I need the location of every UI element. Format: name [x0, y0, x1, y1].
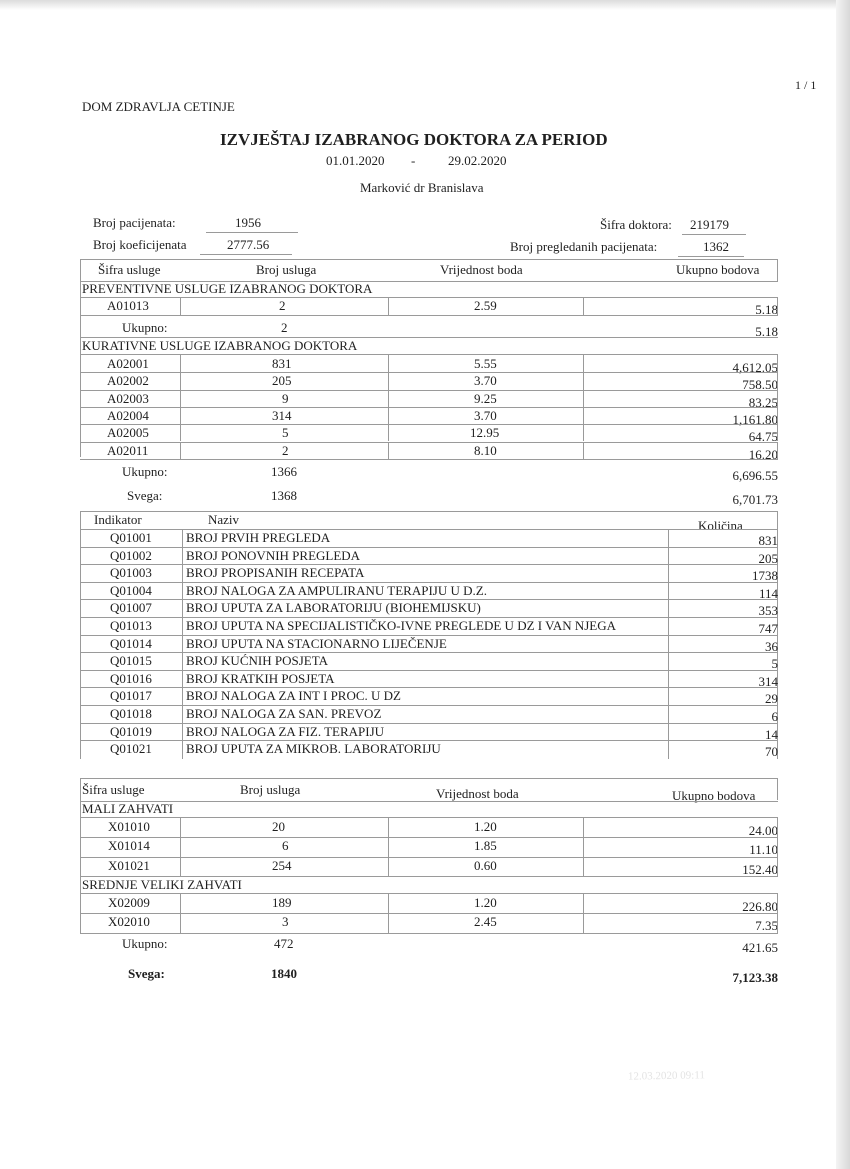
row-count: 5 — [282, 425, 289, 441]
row-count: 831 — [272, 356, 292, 371]
indicator-code: Q01004 — [110, 582, 152, 598]
subtotal-count: 2 — [281, 320, 288, 335]
row-count: 189 — [272, 895, 292, 910]
header-point-value: Vrijednost boda — [436, 786, 519, 801]
indicator-name: BROJ UPUTA ZA MIKROB. LABORATORIJU — [186, 741, 441, 757]
row-point-value: 0.60 — [474, 857, 497, 873]
row-total: 64.75 — [748, 429, 778, 445]
report-title: IZVJEŠTAJ IZABRANOG DOKTORA ZA PERIOD — [220, 130, 608, 149]
grand-total-2 — [0, 966, 850, 984]
header-total-points: Ukupno bodova — [672, 788, 756, 803]
subtotal-total: 421.65 — [742, 940, 778, 955]
subtotal-total: 5.18 — [755, 324, 778, 339]
indicator-name: BROJ NALOGA ZA SAN. PREVOZ — [186, 706, 382, 721]
row-point-value: 2.59 — [474, 298, 497, 313]
indicator-quantity: 205 — [758, 550, 778, 566]
table-row — [0, 391, 850, 409]
row-count: 2 — [282, 442, 289, 458]
row-total: 4,612.05 — [732, 360, 778, 375]
row-code: X01010 — [108, 819, 150, 834]
indicator-code: Q01003 — [110, 565, 152, 581]
row-code: A02011 — [107, 442, 149, 458]
row-total: 24.00 — [748, 823, 778, 838]
table-row — [0, 914, 850, 932]
row-total: 7.35 — [755, 918, 778, 934]
indicator-quantity: 114 — [758, 585, 778, 601]
doctor-name: Marković dr Branislava — [360, 180, 484, 195]
doctor-code-value: 219179 — [690, 217, 729, 232]
table-row — [0, 443, 850, 461]
table-row — [0, 373, 850, 391]
header-point-value: Vrijednost boda — [440, 262, 523, 277]
table-row — [0, 838, 850, 856]
indicator-quantity: 14 — [765, 726, 778, 742]
indicator-code: Q01013 — [110, 618, 152, 633]
row-code: X01014 — [108, 838, 150, 854]
header-total-points: Ukupno bodova — [676, 262, 760, 277]
scan-top-shadow — [0, 0, 850, 10]
doctor-code-label: Šifra doktora: — [600, 217, 672, 232]
indicator-code: Q01018 — [110, 706, 152, 721]
table-row — [0, 425, 850, 443]
period-from: 01.01.2020 — [326, 153, 385, 168]
row-point-value: 3.70 — [474, 373, 497, 389]
indicator-code: Q01019 — [110, 723, 152, 739]
indicator-row — [0, 618, 850, 636]
period-to: 29.02.2020 — [448, 153, 507, 168]
patients-value: 1956 — [235, 215, 261, 230]
institution-name: DOM ZDRAVLJA CETINJE — [82, 99, 235, 114]
header-name: Naziv — [208, 512, 240, 527]
row-total: 1,161.80 — [732, 411, 778, 427]
procedures-header — [0, 782, 850, 803]
row-total: 5.18 — [755, 302, 778, 317]
row-total: 16.20 — [748, 446, 778, 462]
indicator-row — [0, 583, 850, 601]
preventive-title: PREVENTIVNE USLUGE IZABRANOG DOKTORA — [82, 281, 373, 296]
indicator-row — [0, 653, 850, 671]
header-count: Broj usluga — [240, 782, 301, 797]
row-point-value: 8.10 — [474, 442, 497, 458]
medium-procedures-title: SREDNJE VELIKI ZAHVATI — [82, 877, 242, 892]
examined-value: 1362 — [703, 239, 729, 254]
row-code: X02009 — [108, 895, 150, 910]
indicator-code: Q01021 — [110, 741, 152, 757]
indicator-quantity: 70 — [765, 744, 778, 760]
curative-subtotal — [0, 464, 850, 482]
patients-label: Broj pacijenata: — [93, 215, 176, 230]
row-count: 6 — [282, 838, 289, 854]
table-row — [0, 298, 850, 316]
indicator-code: Q01016 — [110, 670, 152, 686]
page-number: 1 / 1 — [795, 78, 817, 92]
subtotal-count: 472 — [274, 936, 294, 951]
indicator-quantity: 353 — [758, 603, 778, 619]
indicator-name: BROJ UPUTA NA SPECIJALISTIČKO-IVNE PREGLEDE U DZ I VAN NJEGA — [186, 618, 617, 633]
row-count: 9 — [282, 390, 289, 406]
row-total: 83.25 — [748, 394, 778, 410]
indicator-row — [0, 600, 850, 618]
table-row — [0, 356, 850, 374]
indicator-name: BROJ KUĆNIH POSJETA — [186, 653, 328, 669]
indicator-name: BROJ UPUTA ZA LABORATORIJU (BIOHEMIJSKU) — [186, 600, 481, 616]
row-point-value: 2.45 — [474, 914, 497, 930]
grand-count: 1840 — [271, 966, 297, 981]
row-point-value: 12.95 — [470, 425, 500, 441]
services-header — [0, 262, 850, 280]
row-code: X02010 — [108, 914, 150, 930]
row-point-value: 1.85 — [474, 838, 497, 854]
row-count: 254 — [272, 857, 292, 873]
header-indicator: Indikator — [94, 512, 142, 527]
table-row — [0, 895, 850, 913]
row-count: 205 — [272, 373, 292, 389]
indicator-code: Q01017 — [110, 688, 152, 704]
coefficients-value: 2777.56 — [227, 237, 270, 252]
row-point-value: 1.20 — [474, 895, 497, 910]
indicator-name: BROJ PROPISANIH RECEPATA — [186, 565, 365, 581]
indicator-name: BROJ KRATKIH POSJETA — [186, 670, 335, 686]
indicator-quantity: 36 — [765, 638, 778, 654]
subtotal-total: 6,696.55 — [732, 468, 778, 483]
grand-label: Svega: — [127, 488, 163, 503]
indicator-quantity: 314 — [758, 673, 778, 689]
indicator-quantity: 29 — [765, 691, 778, 707]
indicators-header — [0, 512, 850, 533]
indicator-name: BROJ NALOGA ZA AMPULIRANU TERAPIJU U D.Z. — [186, 582, 487, 598]
indicator-row — [0, 706, 850, 724]
header-quantity: Količina — [698, 518, 743, 533]
indicator-row — [0, 724, 850, 742]
indicator-row — [0, 636, 850, 654]
indicator-quantity: 1738 — [752, 568, 778, 584]
row-point-value: 1.20 — [474, 819, 497, 834]
indicator-code: Q01014 — [110, 635, 152, 651]
indicator-row — [0, 741, 850, 759]
subtotal-label: Ukupno: — [122, 320, 168, 335]
table-row — [0, 858, 850, 876]
row-code: A02005 — [107, 425, 149, 441]
table-row — [0, 819, 850, 837]
indicator-code: Q01001 — [110, 530, 152, 545]
examined-label: Broj pregledanih pacijenata: — [510, 239, 658, 254]
subtotal-label: Ukupno: — [122, 464, 168, 479]
grand-total-1 — [0, 488, 850, 506]
indicator-name: BROJ NALOGA ZA INT I PROC. U DZ — [186, 688, 401, 704]
indicator-name: BROJ PONOVNIH PREGLEDA — [186, 547, 361, 563]
subtotal-count: 1366 — [271, 464, 297, 479]
procedures-subtotal — [0, 936, 850, 954]
row-code: A02002 — [107, 373, 149, 389]
indicator-name: BROJ UPUTA NA STACIONARNO LIJEČENJE — [186, 635, 447, 651]
row-count: 3 — [282, 914, 289, 930]
indicator-row — [0, 530, 850, 548]
indicator-name: BROJ NALOGA ZA FIZ. TERAPIJU — [186, 723, 385, 739]
row-point-value: 3.70 — [474, 407, 497, 423]
indicator-name: BROJ PRVIH PREGLEDA — [186, 530, 331, 545]
row-total: 152.40 — [742, 861, 778, 877]
header-code: Šifra usluge — [82, 782, 145, 797]
row-point-value: 5.55 — [474, 356, 497, 371]
indicator-code: Q01015 — [110, 653, 152, 669]
indicator-row — [0, 671, 850, 689]
row-code: A02004 — [107, 407, 149, 423]
faded-print-stamp: 12.03.2020 09:11 — [627, 1069, 706, 1083]
row-total: 11.10 — [749, 842, 778, 858]
row-total: 226.80 — [742, 899, 778, 914]
row-count: 2 — [279, 298, 286, 313]
row-code: X01021 — [108, 857, 150, 873]
grand-total: 7,123.38 — [732, 970, 778, 985]
indicator-row — [0, 565, 850, 583]
indicator-quantity: 831 — [758, 533, 778, 548]
row-total: 758.50 — [742, 377, 778, 393]
indicator-row — [0, 688, 850, 706]
period-separator: - — [411, 153, 416, 168]
small-procedures-title: MALI ZAHVATI — [82, 801, 174, 816]
row-count: 20 — [272, 819, 285, 834]
indicator-code: Q01007 — [110, 600, 152, 616]
row-point-value: 9.25 — [474, 390, 497, 406]
row-code: A01013 — [107, 298, 149, 313]
grand-label: Svega: — [128, 966, 165, 981]
row-code: A02001 — [107, 356, 149, 371]
header-count: Broj usluga — [256, 262, 317, 277]
grand-count: 1368 — [271, 488, 297, 503]
subtotal-label: Ukupno: — [122, 936, 168, 951]
curative-title: KURATIVNE USLUGE IZABRANOG DOKTORA — [82, 338, 358, 353]
indicator-quantity: 5 — [771, 656, 778, 672]
indicator-quantity: 6 — [771, 709, 778, 724]
row-code: A02003 — [107, 390, 149, 406]
coefficients-label: Broj koeficijenata — [93, 237, 187, 252]
row-count: 314 — [272, 407, 292, 423]
header-code: Šifra usluge — [98, 262, 161, 277]
preventive-subtotal — [0, 320, 850, 338]
indicator-quantity: 747 — [758, 621, 778, 636]
indicator-row — [0, 548, 850, 566]
table-row — [0, 408, 850, 426]
indicator-code: Q01002 — [110, 547, 152, 563]
grand-total: 6,701.73 — [732, 492, 778, 507]
